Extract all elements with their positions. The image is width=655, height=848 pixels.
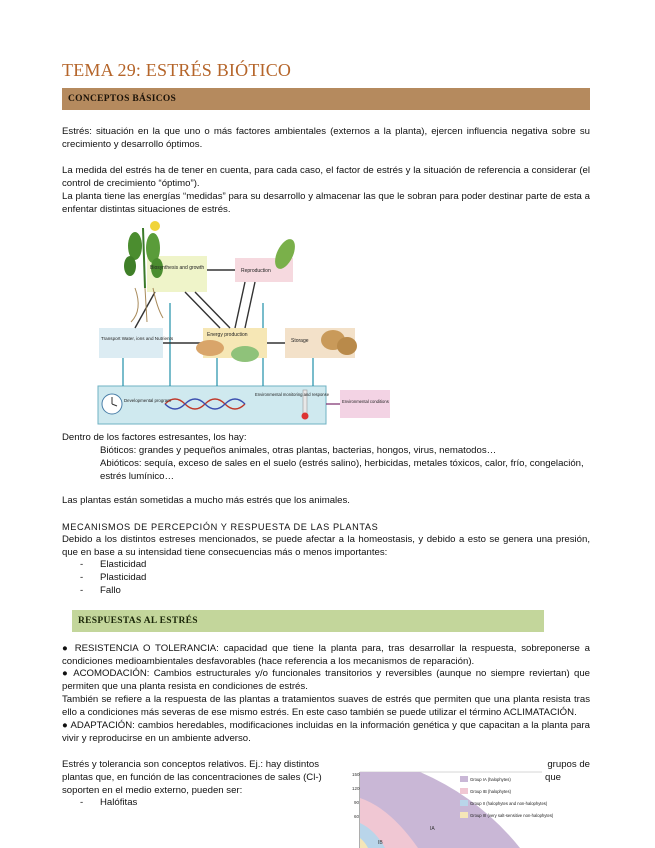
text-line: La medida del estrés ha de tener en cuenta, para cada caso, el factor de estrés y la situación de referencia a considerar (el xyxy=(62,165,590,176)
legend-entry: Group II (halophytes and non-halophytes) xyxy=(470,801,548,806)
axis-tick: 90 xyxy=(354,800,360,805)
tolerancia-line-3: soporten en el medio externo, pueden ser: xyxy=(62,785,243,796)
aclimatacion-paragraph xyxy=(62,694,590,719)
tolerancia-line-1a: Estrés y tolerancia son conceptos relativos. Ej.: hay distintos xyxy=(62,759,320,770)
mecanismos-paragraph xyxy=(62,534,590,559)
plant-function-diagram xyxy=(95,218,395,428)
text-line: ● RESISTENCIA O TOLERANCIA: capacidad que tiene la planta para, tras desarrollar la respuesta, sobreponerse a xyxy=(62,643,590,654)
text-line: que en base a su intensidad tiene consecuencias más o menos importantes: xyxy=(62,546,388,558)
factores-intro: Dentro de los factores estresantes, los hay: xyxy=(62,432,247,443)
label-biosynthesis: Biosynthesis and growth xyxy=(150,265,205,271)
list-item-label: Halófitas xyxy=(100,797,138,808)
label-energy: Energy production xyxy=(207,332,248,338)
mecanismos-heading: MECANISMOS DE PERCEPCIÓN Y RESPUESTA DE LAS PLANTAS xyxy=(62,522,379,532)
paragraph-energias xyxy=(62,191,590,216)
label-env-monitoring: Environmental monitoring and response xyxy=(255,392,330,397)
abioticos-text xyxy=(100,458,590,483)
label-env-conditions: Environmental conditions xyxy=(342,399,389,404)
section-header-label: CONCEPTOS BÁSICOS xyxy=(68,93,177,104)
text-line: estrés lumínico… xyxy=(100,470,175,482)
region-label-ia: IA xyxy=(430,826,435,832)
paragraph-estres xyxy=(62,126,590,151)
text-line: La planta tiene las energías “medidas” para su desarrollo y almacenar las que le sobran para poder destinar parte de esta a xyxy=(62,191,590,202)
list-item-label: Plasticidad xyxy=(100,572,147,583)
text-line: ello a condiciones más severas de ese mismo estrés. En este caso también se puede utilizar el término ACLIMATACIÓN. xyxy=(62,706,577,718)
list-item: - Halófitas xyxy=(80,797,138,808)
list-item-label: Fallo xyxy=(100,585,121,596)
plantas-estres-text: Las plantas están sometidas a mucho más estrés que los animales. xyxy=(62,495,350,506)
axis-tick: 60 xyxy=(354,814,360,819)
label-storage: Storage xyxy=(291,338,309,344)
text-line: vivir y reproducirse en un ambiente adverso. xyxy=(62,732,251,744)
label-developmental: Developmental program xyxy=(124,398,171,403)
text-line: También se refiere a la respuesta de las plantas a tratamientos suaves de estrés que permiten que una planta resista tras xyxy=(62,694,590,705)
section-header-conceptos xyxy=(62,88,590,110)
adaptacion-paragraph xyxy=(62,720,590,745)
axis-tick: 150 xyxy=(352,772,360,777)
list-item: - Elasticidad xyxy=(80,559,147,570)
section-header-label: RESPUESTAS AL ESTRÉS xyxy=(78,615,198,626)
axis-tick: 120 xyxy=(352,786,360,791)
region-label-ib: IB xyxy=(378,840,383,846)
list-item-label: Elasticidad xyxy=(100,559,147,570)
paragraph-medida xyxy=(62,165,590,190)
text-line: Abióticos: sequía, exceso de sales en el suelo (estrés salino), herbicidas, metales tóxicos, calor, frío, congelación, xyxy=(100,458,584,469)
acomodacion-paragraph xyxy=(62,668,590,693)
bioticos-text xyxy=(100,445,590,458)
text-line: ● ACOMODACIÓN: Cambios estructurales y/o funcionales transitorios y reversibles (aunque no siempre reviertan) que xyxy=(62,668,590,679)
tolerancia-line-2b: que xyxy=(545,772,562,783)
list-item: - Fallo xyxy=(80,585,121,596)
page-title: TEMA 29: ESTRÉS BIÓTICO xyxy=(62,60,292,80)
text-line: permiten que una planta resista en condiciones de estrés. xyxy=(62,680,308,692)
text-line: enfentar distintas situaciones de estrés. xyxy=(62,203,231,215)
text-line: control de crecimiento “óptimo”). xyxy=(62,177,200,189)
list-item: - Plasticidad xyxy=(80,572,147,583)
section-header-respuestas xyxy=(72,610,544,632)
legend-entry: Group IA (halophytes) xyxy=(470,777,511,782)
label-reproduction: Reproduction xyxy=(241,268,271,274)
text-line: Estrés: situación en la que uno o más factores ambientales (externos a la planta), ejercen influencia negativa sobre su xyxy=(62,126,590,137)
legend-entry: Group IB (halophytes) xyxy=(470,789,511,794)
text-line: Debido a los distintos estreses mencionados, se puede afectar a la homeostasis, y debido a esto se genera una presión, xyxy=(62,534,590,545)
text-line: condiciones medioambientales desfavorables (hace referencia a los mecanismos de reparación). xyxy=(62,655,475,667)
legend-entry: Group III (very salt-sensitive non-halophytes) xyxy=(470,813,554,818)
label-transport: Transport Water, ions and Nutrients xyxy=(101,336,174,341)
text-line: crecimiento y desarrollo óptimos. xyxy=(62,138,203,150)
tolerancia-line-2a: plantas que, en función de las concentraciones de sales (Cl-) xyxy=(62,772,322,783)
resistencia-paragraph xyxy=(62,643,590,668)
text-line: Bióticos: grandes y pequeños animales, otras plantas, bacterias, hongos, virus, nematodos… xyxy=(100,445,497,456)
tolerancia-line-1b: grupos de xyxy=(547,759,590,770)
text-line: ● ADAPTACIÓN: cambios heredables, modificaciones incluidas en la información genética y que capacitan a la planta para xyxy=(62,720,590,731)
